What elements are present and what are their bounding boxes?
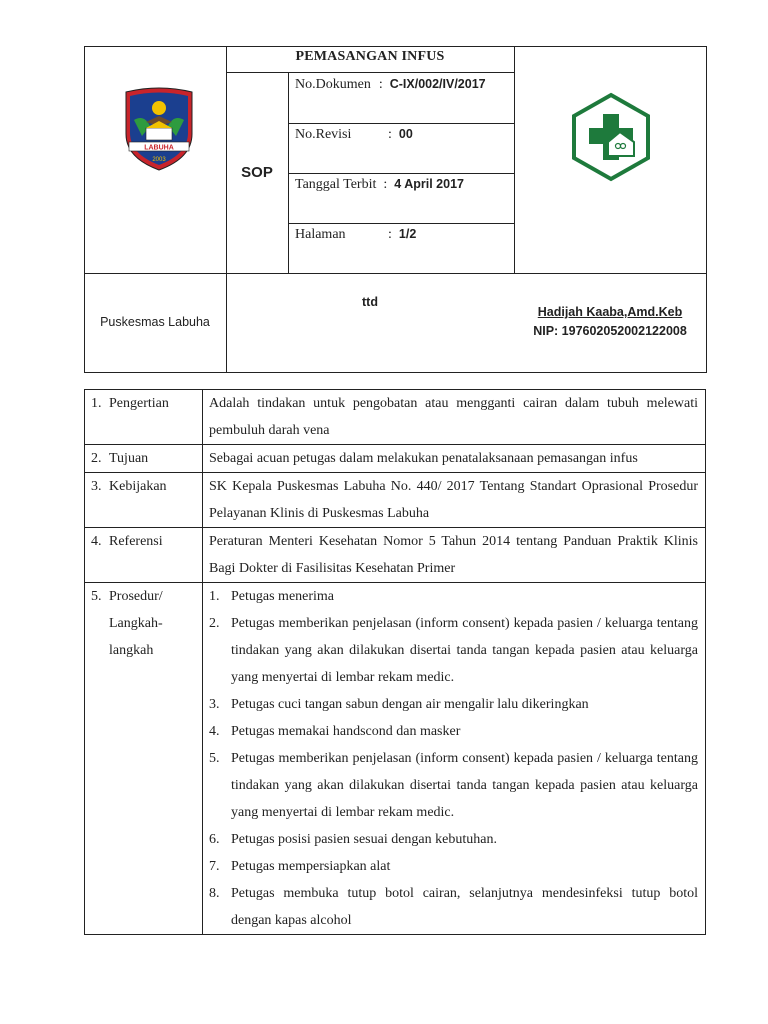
label-line: langkah <box>109 643 154 658</box>
section-text: Adalah tindakan untuk pengobatan atau mengganti cairan dalam tubuh melewati pembuluh darah vena <box>203 390 706 445</box>
step-number: 4. <box>209 724 220 739</box>
document-title: PEMASANGAN INFUS <box>295 49 445 64</box>
section-label: Referensi <box>109 534 163 549</box>
field-no-revisi <box>295 125 413 143</box>
sop-header <box>84 46 707 372</box>
field-value: 00 <box>398 127 413 141</box>
section-label-cell <box>85 445 203 473</box>
step-text: Petugas memberikan penjelasan (inform consent) kepada pasien / keluarga tentang tindakan yang akan dilakukan disertai tanda tangan kepada pasien atau keluarga yang menyertai di lembar rekam medic. <box>231 616 698 685</box>
field-tanggal-terbit <box>295 175 464 193</box>
border-right <box>706 46 707 373</box>
step-text: Petugas posisi pasien sesuai dengan kebutuhan. <box>231 832 497 847</box>
label-line: Prosedur/ <box>109 589 163 604</box>
section-number: 1. <box>91 396 102 411</box>
divider-v-right <box>514 46 515 274</box>
section-label-cell <box>85 473 203 528</box>
list-item <box>209 718 698 745</box>
step-number: 1. <box>209 589 220 604</box>
section-label-cell <box>85 528 203 583</box>
signer-name: Hadijah Kaaba,Amd.Keb <box>537 305 683 319</box>
divider-h-field1 <box>288 123 514 124</box>
divider-h-field3 <box>288 223 514 224</box>
step-text: Petugas menerima <box>231 589 335 604</box>
field-label: No.Dokumen <box>295 77 371 92</box>
section-text: Sebagai acuan petugas dalam melakukan penatalaksanaan pemasangan infus <box>203 445 706 473</box>
step-number: 3. <box>209 697 220 712</box>
list-item <box>209 583 698 610</box>
table-row <box>85 390 706 445</box>
field-no-dokumen <box>295 75 486 93</box>
border-bottom <box>84 372 707 373</box>
list-item <box>209 853 698 880</box>
section-number: 5. <box>91 589 102 604</box>
sop-table <box>84 389 706 935</box>
field-value: 4 April 2017 <box>394 177 464 191</box>
emblem-text: LABUHA <box>144 144 174 152</box>
list-item <box>209 880 698 934</box>
field-value: C-IX/002/IV/2017 <box>389 77 486 91</box>
field-sep: : <box>388 227 392 242</box>
section-number: 2. <box>91 451 102 466</box>
field-value: 1/2 <box>398 227 417 241</box>
sop-label: SOP <box>241 164 273 181</box>
border-top <box>84 46 707 47</box>
signer-nip: NIP: 197602052002122008 <box>533 324 687 338</box>
field-label: Halaman <box>295 227 346 242</box>
field-label: No.Revisi <box>295 127 352 142</box>
label-line: Langkah- <box>109 616 163 631</box>
step-number: 2. <box>209 616 220 631</box>
step-text: Petugas membuka tutup botol cairan, selanjutnya mendesinfeksi tutup botol dengan kapas alcohol <box>231 886 698 928</box>
table-row <box>85 583 706 935</box>
table-row <box>85 445 706 473</box>
field-sep: : <box>383 177 388 192</box>
list-item <box>209 826 698 853</box>
section-label: Tujuan <box>109 451 149 466</box>
list-item <box>209 691 698 718</box>
procedure-steps <box>203 583 706 935</box>
section-number: 3. <box>91 479 102 494</box>
section-label <box>109 583 163 664</box>
step-text: Petugas memakai handscond dan masker <box>231 724 461 739</box>
signature-placeholder: ttd <box>362 295 378 309</box>
step-number: 7. <box>209 859 220 874</box>
step-text: Petugas memberikan penjelasan (inform consent) kepada pasien / keluarga tentang tindakan yang akan dilakukan disertai tanda tangan kepada pasien atau keluarga yang menyertai di lembar rekam medic. <box>231 751 698 820</box>
table-row <box>85 473 706 528</box>
field-sep: : <box>378 77 383 92</box>
regional-emblem-logo <box>120 86 198 172</box>
section-label: Pengertian <box>109 396 169 411</box>
organization-name: Puskesmas Labuha <box>100 315 210 329</box>
field-sep: : <box>388 127 392 142</box>
field-halaman <box>295 225 416 243</box>
divider-h-middle <box>84 273 707 274</box>
section-number: 4. <box>91 534 102 549</box>
divider-h-title <box>226 72 514 73</box>
section-text: Peraturan Menteri Kesehatan Nomor 5 Tahun 2014 tentang Panduan Praktik Klinis Bagi Dokter di Fasilisitas Kesehatan Primer <box>203 528 706 583</box>
list-item <box>209 745 698 826</box>
step-number: 5. <box>209 751 220 766</box>
step-number: 8. <box>209 886 220 901</box>
divider-h-field2 <box>288 173 514 174</box>
step-text: Petugas mempersiapkan alat <box>231 859 391 874</box>
step-text: Petugas cuci tangan sabun dengan air mengalir lalu dikeringkan <box>231 697 589 712</box>
sop-content <box>84 389 705 935</box>
section-label: Kebijakan <box>109 479 167 494</box>
section-label-cell <box>85 583 203 935</box>
table-row <box>85 528 706 583</box>
puskesmas-logo <box>570 92 652 182</box>
section-text: SK Kepala Puskesmas Labuha No. 440/ 2017 Tentang Standart Oprasional Prosedur Pelayanan Klinis di Puskesmas Labuha <box>203 473 706 528</box>
emblem-year: 2003 <box>152 157 166 163</box>
section-label-cell <box>85 390 203 445</box>
step-number: 6. <box>209 832 220 847</box>
field-label: Tanggal Terbit <box>295 177 377 192</box>
list-item <box>209 610 698 691</box>
divider-v-logo <box>226 46 227 373</box>
